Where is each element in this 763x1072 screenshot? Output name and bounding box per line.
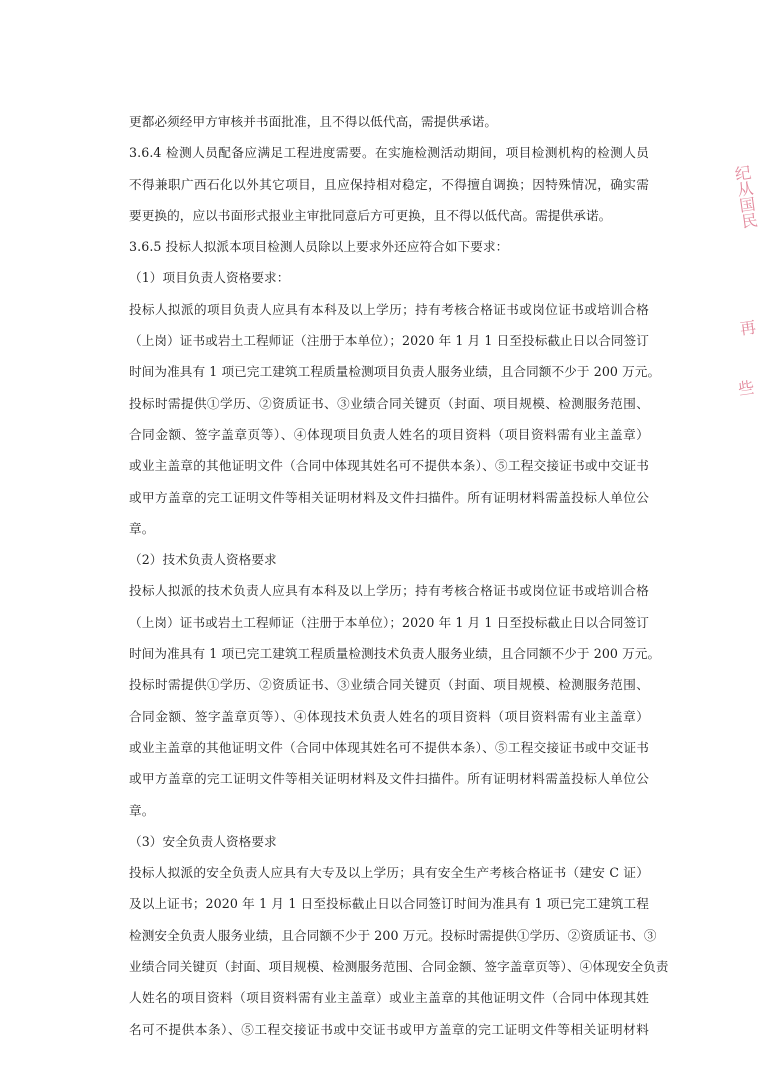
- text-line: 检测安全负责人服务业绩，且合同额不少于 200 万元。投标时需提供①学历、②资质证书、③: [129, 927, 657, 943]
- text-line: 名可不提供本条）、⑤工程交接证书或中交证书或甲方盖章的完工证明文件等相关证明材料: [129, 1021, 649, 1037]
- text-line: 要更换的，应以书面形式报业主审批同意后方可更换，且不得以低代高。需提供承诺。: [129, 207, 612, 223]
- text-line: （1）项目负责人资格要求：: [129, 270, 290, 286]
- text-line: 或业主盖章的其他证明文件（合同中体现其姓名可不提供本条）、⑤工程交接证书或中交证书: [129, 739, 649, 755]
- text-line: 合同金额、签字盖章页等）、④体现项目负责人姓名的项目资料（项目资料需有业主盖章）: [129, 426, 649, 442]
- text-line: （3）安全负责人资格要求: [129, 833, 277, 849]
- text-line: 业绩合同关键页（封面、项目规模、检测服务范围、合同金额、签字盖章页等）、④体现安全负责: [129, 959, 669, 975]
- text-line: 章。: [129, 520, 155, 536]
- document-body: [129, 106, 669, 1045]
- text-line: 合同金额、签字盖章页等）、④体现技术负责人姓名的项目资料（项目资料需有业主盖章）: [129, 708, 649, 724]
- text-line: 章。: [129, 802, 155, 818]
- margin-stamp-2: 再: [736, 318, 758, 337]
- text-line: （上岗）证书或岩土工程师证（注册于本单位）；2020 年 1 月 1 日至投标截止日以合同签订: [129, 333, 649, 349]
- text-line: 投标时需提供①学历、②资质证书、③业绩合同关键页（封面、项目规模、检测服务范围、: [129, 395, 649, 411]
- text-line: 人姓名的项目资料（项目资料需有业主盖章）或业主盖章的其他证明文件（合同中体现其姓: [129, 990, 649, 1006]
- text-line: 及以上证书；2020 年 1 月 1 日至投标截止日以合同签订时间为准具有 1 项已完工建筑工程: [129, 896, 649, 912]
- text-line: 投标人拟派的安全负责人应具有大专及以上学历；具有安全生产考核合格证书（建安 C 证）: [129, 865, 649, 881]
- text-line: 时间为准具有 1 项已完工建筑工程质量检测项目负责人服务业绩，且合同额不少于 200 万元。: [129, 364, 661, 380]
- text-line: 或甲方盖章的完工证明文件等相关证明材料及文件扫描件。所有证明材料需盖投标人单位公: [129, 771, 649, 787]
- text-line: 3.6.5 投标人拟派本项目检测人员除以上要求外还应符合如下要求：: [129, 239, 509, 255]
- text-line: 投标人拟派的项目负责人应具有本科及以上学历；持有考核合格证书或岗位证书或培训合格: [129, 301, 649, 317]
- text-line: 或甲方盖章的完工证明文件等相关证明材料及文件扫描件。所有证明材料需盖投标人单位公: [129, 489, 649, 505]
- text-line: 不得兼职广西石化以外其它项目，且应保持相对稳定，不得擅自调换；因特殊情况，确实需: [129, 176, 649, 192]
- text-line: （2）技术负责人资格要求: [129, 552, 277, 568]
- margin-stamp-3: 些: [734, 378, 756, 397]
- text-line: （上岗）证书或岩土工程师证（注册于本单位）；2020 年 1 月 1 日至投标截止日以合同签订: [129, 614, 649, 630]
- text-line: 3.6.4 检测人员配备应满足工程进度需要。在实施检测活动期间，项目检测机构的检测人员: [129, 145, 649, 161]
- text-line: 时间为准具有 1 项已完工建筑工程质量检测技术负责人服务业绩，且合同额不少于 200 万元。: [129, 646, 661, 662]
- text-line: 投标时需提供①学历、②资质证书、③业绩合同关键页（封面、项目规模、检测服务范围、: [129, 677, 649, 693]
- text-line: 投标人拟派的技术负责人应具有本科及以上学历；持有考核合格证书或岗位证书或培训合格: [129, 583, 649, 599]
- margin-stamp-1: 纪从国民: [731, 163, 760, 230]
- text-line: 或业主盖章的其他证明文件（合同中体现其姓名可不提供本条）、⑤工程交接证书或中交证书: [129, 458, 649, 474]
- text-line: 更都必须经甲方审核并书面批准，且不得以低代高，需提供承诺。: [129, 114, 498, 129]
